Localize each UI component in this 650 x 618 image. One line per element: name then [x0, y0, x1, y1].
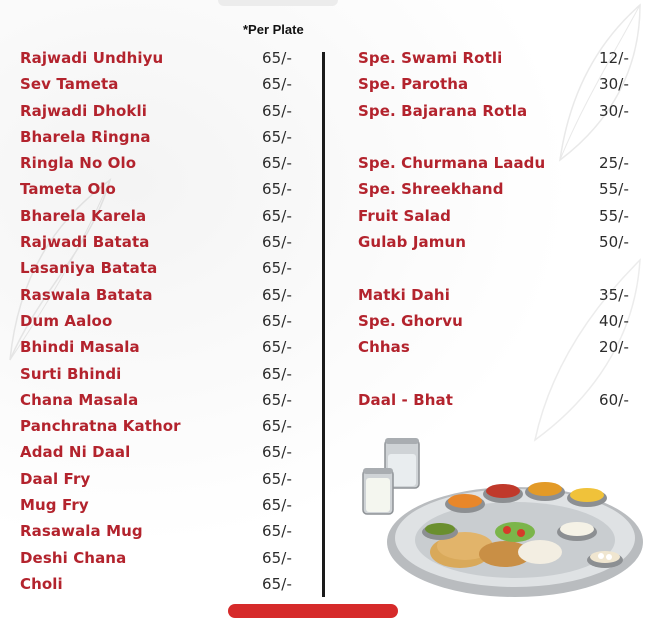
menu-item-name: Chhas [358, 338, 410, 357]
menu-item-price: 65/- [262, 338, 292, 357]
menu-item [20, 126, 300, 152]
menu-item [358, 336, 638, 362]
menu-item [20, 389, 300, 415]
menu-item [20, 152, 300, 178]
menu-item-name: Spe. Ghorvu [358, 311, 463, 330]
menu-item-price: 30/- [599, 101, 629, 120]
menu-item [358, 231, 638, 257]
menu-item-price: 55/- [599, 206, 629, 225]
menu-item [20, 363, 300, 389]
menu-item-price: 25/- [599, 154, 629, 173]
menu-item-price: 65/- [262, 496, 292, 515]
menu-item-price: 65/- [262, 417, 292, 436]
menu-item [20, 257, 300, 283]
menu-spacer [358, 363, 638, 389]
menu-item-name: Tameta Olo [20, 180, 116, 199]
menu-item [20, 284, 300, 310]
menu-item-name: Panchratna Kathor [20, 417, 181, 436]
menu-item-name: Rasawala Mug [20, 522, 143, 541]
menu-item-name: Spe. Swami Rotli [358, 49, 503, 67]
thali-plate-icon [355, 432, 650, 604]
menu-item-price: 65/- [262, 101, 292, 120]
menu-item-name: Deshi Chana [20, 548, 127, 567]
menu-item [20, 205, 300, 231]
menu-item-name: Adad Ni Daal [20, 443, 131, 462]
menu-item-price: 65/- [262, 285, 292, 304]
menu-item-price: 65/- [262, 154, 292, 173]
menu-item-name: Choli [20, 574, 63, 593]
menu-item-name: Spe. Shreekhand [358, 180, 504, 199]
menu-item [20, 231, 300, 257]
menu-item-price: 65/- [262, 180, 292, 199]
menu-item-price: 35/- [599, 285, 629, 304]
menu-item-price: 60/- [599, 390, 629, 409]
menu-item-name: Daal Fry [20, 469, 91, 488]
menu-item-price: 65/- [262, 443, 292, 462]
menu-item-price: 65/- [262, 522, 292, 541]
menu-item [20, 547, 300, 573]
menu-spacer [358, 257, 638, 283]
menu-item [358, 73, 638, 99]
menu-item-price: 65/- [262, 259, 292, 278]
menu-item-name: Sev Tameta [20, 75, 119, 94]
menu-item-price: 65/- [262, 75, 292, 94]
menu-item-price: 65/- [262, 469, 292, 488]
menu-item [358, 100, 638, 126]
menu-item [358, 152, 638, 178]
menu-item-name: Matki Dahi [358, 285, 450, 304]
menu-item [20, 520, 300, 546]
menu-item-name: Fruit Salad [358, 206, 451, 225]
menu-item [358, 205, 638, 231]
menu-item-price: 65/- [262, 574, 292, 593]
menu-item-price: 65/- [262, 49, 292, 67]
menu-item-name: Lasaniya Batata [20, 259, 158, 278]
menu-item-price: 40/- [599, 311, 629, 330]
menu-item-name: Rajwadi Batata [20, 233, 150, 252]
menu-item-name: Chana Masala [20, 390, 139, 409]
menu-item [20, 100, 300, 126]
menu-item [20, 336, 300, 362]
column-divider [322, 52, 325, 597]
menu-item-price: 65/- [262, 127, 292, 146]
menu-item-price: 65/- [262, 390, 292, 409]
menu-item-name: Bharela Ringna [20, 127, 151, 146]
menu-item [358, 47, 638, 73]
menu-item-name: Mug Fry [20, 496, 89, 515]
right-menu-column [358, 47, 638, 415]
menu-item [358, 178, 638, 204]
menu-item-price: 20/- [599, 338, 629, 357]
menu-item-price: 65/- [262, 233, 292, 252]
menu-item-price: 12/- [599, 49, 629, 67]
menu-item-name: Bharela Karela [20, 206, 147, 225]
left-menu-column [20, 47, 300, 599]
menu-item [358, 284, 638, 310]
menu-item [358, 310, 638, 336]
menu-item-name: Dum Aaloo [20, 311, 113, 330]
menu-item-price: 65/- [262, 364, 292, 383]
menu-item-price: 65/- [262, 311, 292, 330]
menu-item-name: Daal - Bhat [358, 390, 454, 409]
menu-item-name: Rajwadi Dhokli [20, 101, 147, 120]
menu-item-name: Spe. Churmana Laadu [358, 154, 546, 173]
menu-item-price: 55/- [599, 180, 629, 199]
menu-item-name: Raswala Batata [20, 285, 153, 304]
menu-item [20, 468, 300, 494]
menu-item [20, 441, 300, 467]
menu-item-price: 30/- [599, 75, 629, 94]
bottom-decoration-pill [228, 604, 398, 618]
menu-item-price: 50/- [599, 233, 629, 252]
menu-item-name: Spe. Parotha [358, 75, 469, 94]
per-plate-note: *Per Plate [243, 22, 304, 37]
menu-item [20, 73, 300, 99]
menu-item-name: Rajwadi Undhiyu [20, 49, 164, 67]
menu-item [20, 415, 300, 441]
menu-item-name: Spe. Bajarana Rotla [358, 101, 528, 120]
menu-item [20, 494, 300, 520]
menu-item [20, 573, 300, 599]
menu-item-price: 65/- [262, 548, 292, 567]
menu-item-name: Gulab Jamun [358, 233, 467, 252]
menu-item [358, 389, 638, 415]
menu-item-price: 65/- [262, 206, 292, 225]
menu-item [20, 178, 300, 204]
menu-item-name: Surti Bhindi [20, 364, 122, 383]
top-decoration-bar [218, 0, 338, 6]
menu-item-name: Bhindi Masala [20, 338, 140, 357]
menu-spacer [358, 126, 638, 152]
menu-item [20, 310, 300, 336]
menu-item [20, 47, 300, 73]
menu-item-name: Ringla No Olo [20, 154, 137, 173]
